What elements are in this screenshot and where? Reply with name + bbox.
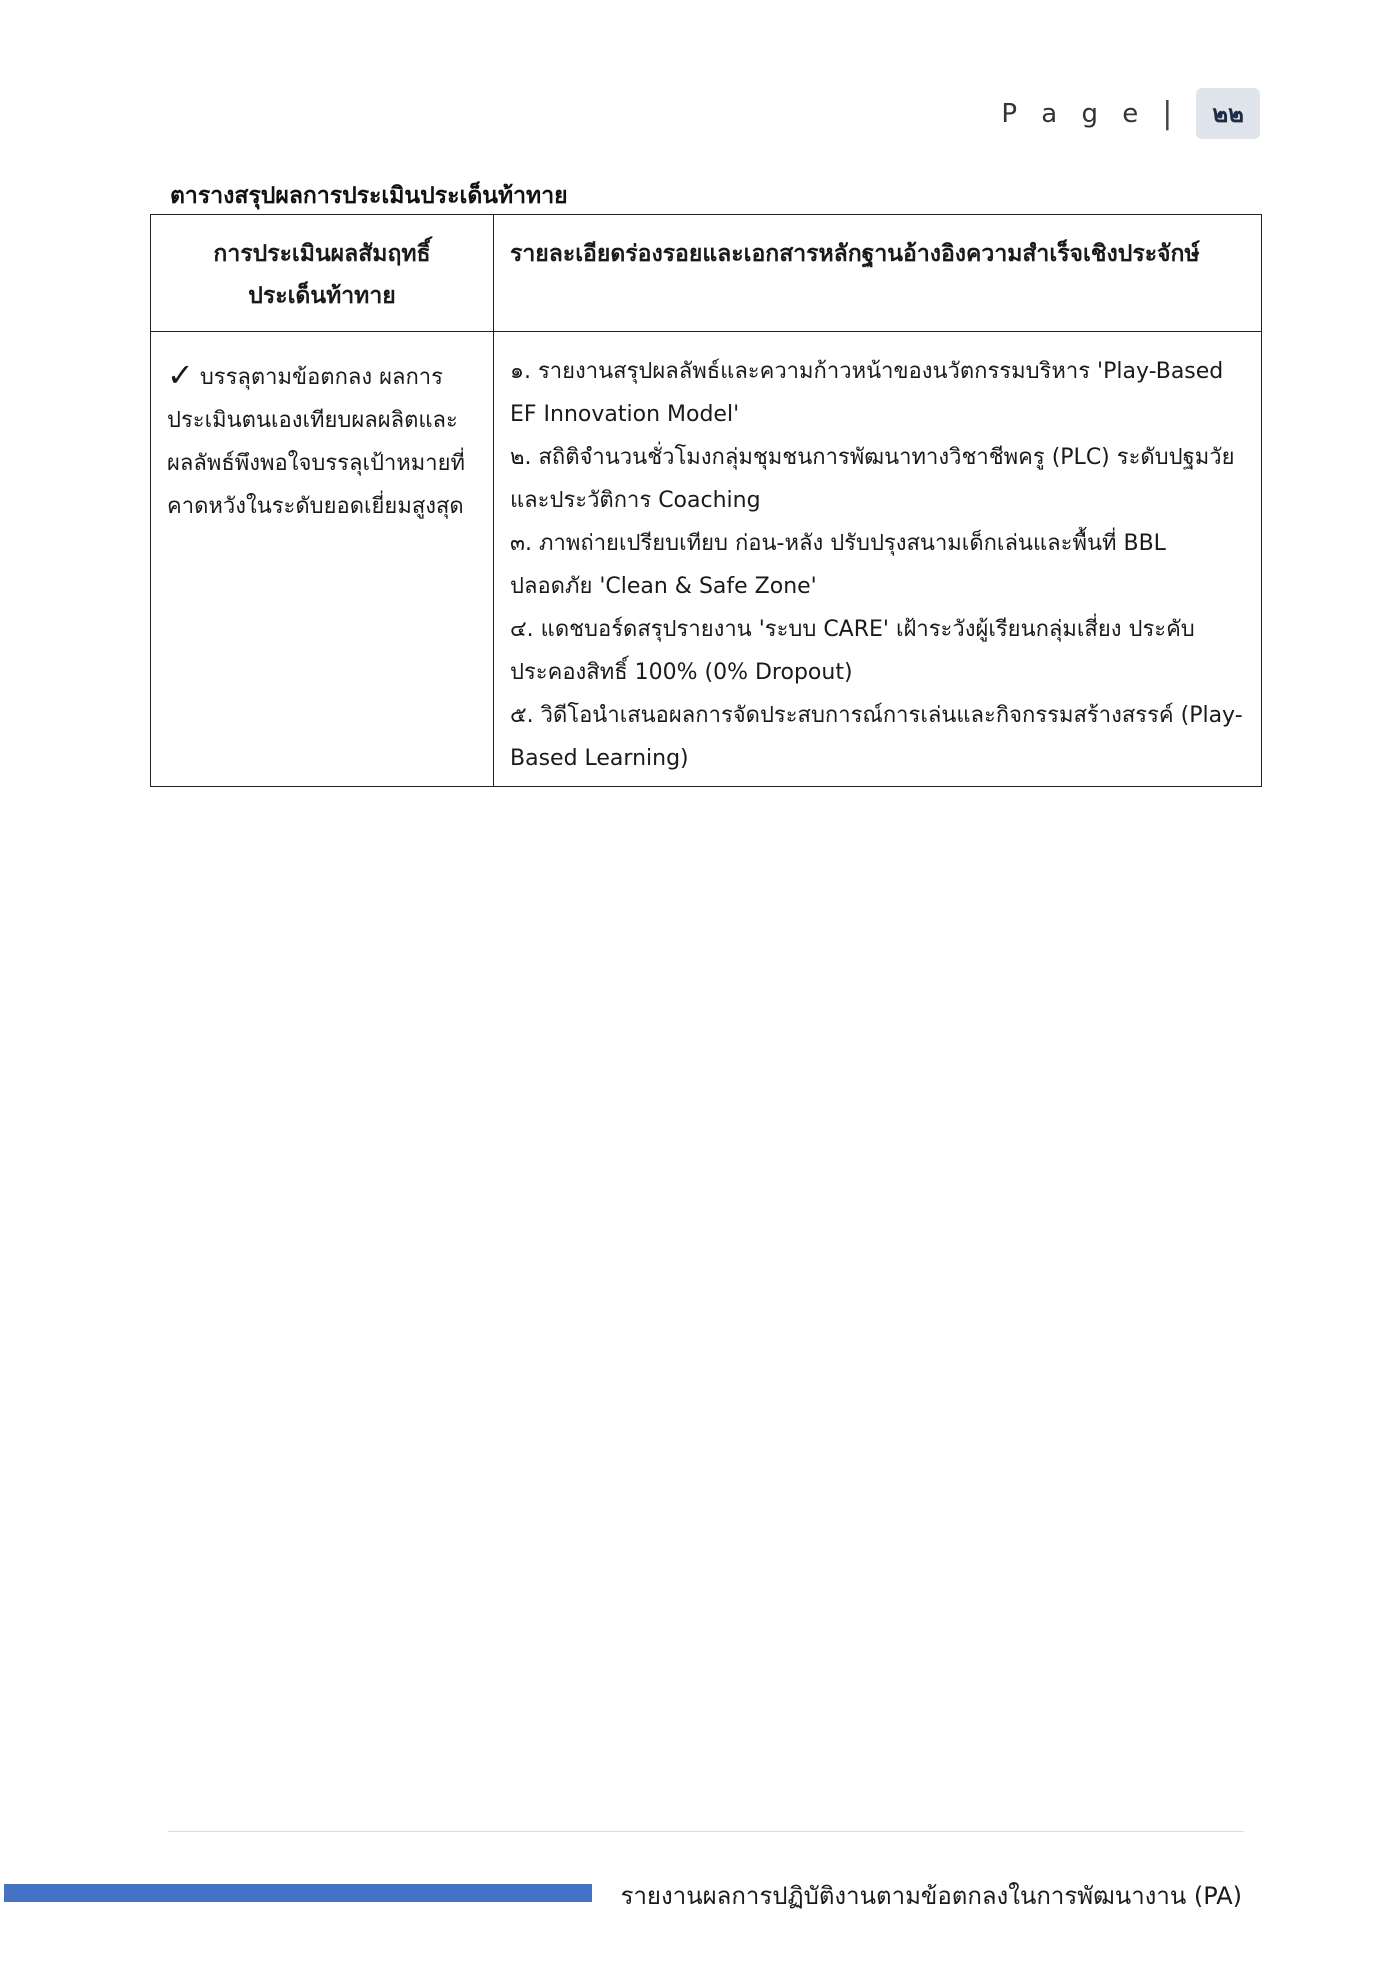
table-row: [151, 332, 1262, 787]
evidence-item: ๔. แดชบอร์ดสรุปรายงาน 'ระบบ CARE' เฝ้าระวังผู้เรียนกลุ่มเสี่ยง ประคับประคองสิทธิ์ 100% (0% Dropout): [510, 617, 1195, 685]
footer-accent-bar: [4, 1884, 592, 1902]
column-header-assessment-line2: ประเด็นท้าทาย: [248, 283, 396, 309]
column-header-assessment: [151, 215, 494, 332]
table-title: ตารางสรุปผลการประเมินประเด็นท้าทาย: [170, 183, 568, 209]
page-separator: |: [1162, 96, 1173, 131]
column-header-assessment-line1: การประเมินผลสัมฤทธิ์: [213, 241, 431, 267]
evidence-item: ๓. ภาพถ่ายเปรียบเทียบ ก่อน-หลัง ปรับปรุงสนามเด็กเล่นและพื้นที่ BBL ปลอดภัย 'Clean & Safe Zone': [510, 531, 1166, 599]
assessment-cell: [151, 332, 494, 787]
evidence-cell: [494, 332, 1262, 787]
summary-table: [150, 214, 1262, 787]
checkmark-icon: ✓: [167, 356, 194, 394]
table-header-row: [151, 215, 1262, 332]
evidence-item: ๕. วิดีโอนำเสนอผลการจัดประสบการณ์การเล่นและกิจกรรมสร้างสรรค์ (Play-Based Learning): [510, 703, 1243, 771]
column-header-evidence: รายละเอียดร่องรอยและเอกสารหลักฐานอ้างอิงความสำเร็จเชิงประจักษ์: [494, 215, 1262, 332]
footer-title: รายงานผลการปฏิบัติงานตามข้อตกลงในการพัฒนางาน (PA): [620, 1882, 1242, 1910]
page-label: P a g e: [1001, 98, 1147, 129]
page-number-badge: ๒๒: [1196, 88, 1260, 139]
page-header: [1001, 88, 1260, 139]
assessment-text: บรรลุตามข้อตกลง ผลการประเมินตนเองเทียบผลผลิตและผลลัพธ์พึงพอใจบรรลุเป้าหมายที่คาดหวังในระดับยอดเยี่ยมสูงสุด: [167, 365, 466, 519]
evidence-item: ๑. รายงานสรุปผลลัพธ์และความก้าวหน้าของนวัตกรรมบริหาร 'Play-Based EF Innovation Model': [510, 359, 1224, 427]
footer-divider: [168, 1831, 1244, 1832]
evidence-item: ๒. สถิติจำนวนชั่วโมงกลุ่มชุมชนการพัฒนาทางวิชาชีพครู (PLC) ระดับปฐมวัย และประวัติการ Coaching: [510, 445, 1235, 513]
